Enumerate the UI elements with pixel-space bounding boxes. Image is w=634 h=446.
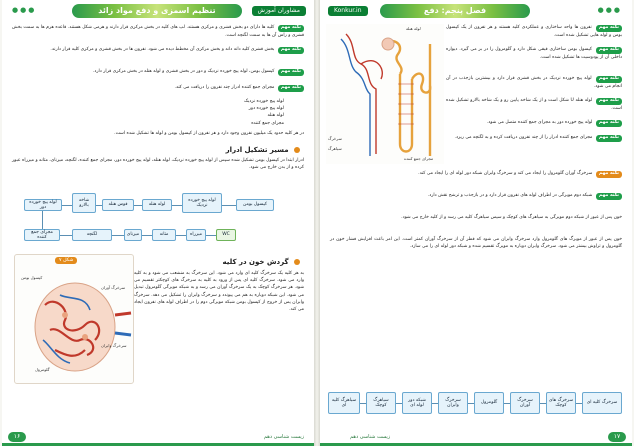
figure-title: شکل ۷ bbox=[55, 257, 77, 264]
flow-arrow bbox=[206, 235, 216, 236]
note-tag: نکته مهم bbox=[596, 193, 622, 200]
paragraph-7: نکته مهم سرخرگ آوران گلومرول را ایجاد می کند و سرخرگ وابران شبکه دور لوله ای را ایجاد می کند. bbox=[330, 170, 622, 178]
flow-arrow bbox=[396, 403, 402, 404]
flow-arrow bbox=[176, 235, 186, 236]
bullet-icon bbox=[294, 147, 300, 153]
nephron-list bbox=[164, 98, 284, 127]
note-tag: نکته مهم bbox=[596, 98, 622, 105]
list-item: مجرای جمع کننده bbox=[251, 120, 284, 126]
paragraph-8: نکته مهم شبکه دوم مویرگی در اطراف لوله های نفرون قرار دارد و در بازجذب و ترشح نقش دارد. bbox=[330, 192, 622, 200]
subsection-title: گردش خون در کلیه bbox=[223, 258, 301, 266]
note-tag: نکته مهم bbox=[596, 135, 622, 142]
flow-arrow bbox=[60, 235, 72, 236]
flow-box: سرخرگ های کوچک bbox=[546, 392, 576, 414]
section-paragraph: ادرار ابتدا در کپسول بومن تشکیل شده سپس از لوله پیچ خورده نزدیک، لوله هنله، لوله پیچ خورده دور، مجرای جمع کننده، لگنچه، میزنای، مثانه و میزراه عبور کرده و از بدن خارج می شود. bbox=[12, 158, 304, 171]
flow-box: گلومرول bbox=[474, 392, 504, 414]
chapter-banner: تنظیم اسمزی و دفع مواد زائد bbox=[72, 4, 242, 18]
paragraph-3: نکته مهم لوله پیچ خورده نزدیک در بخش قشری قرار دارد و بیشترین بازجذب در آن انجام می شود. bbox=[446, 76, 622, 89]
flow-box: سرخرگ آوران bbox=[510, 392, 540, 414]
nephron-figure bbox=[326, 24, 444, 164]
note-tag: نکته مهم bbox=[278, 69, 304, 76]
paragraph-5: نکته مهم لوله پیچ خورده دور به مجرای جمع کننده متصل می شود. bbox=[446, 119, 622, 127]
figure-label: کپسول بومن bbox=[21, 275, 43, 280]
figure-label: گلومرول bbox=[35, 367, 50, 372]
flow-box: لگنچه bbox=[72, 229, 112, 241]
figure-label: سیاهرگ bbox=[328, 146, 342, 151]
footer-label: زیست شناسی دهم bbox=[263, 434, 304, 440]
paragraph-5: در هر کلیه حدود یک میلیون نفرون وجود دارد و هر نفرون از کپسول بومن و لوله ها تشکیل شده است. bbox=[114, 131, 304, 136]
flow-arrow bbox=[134, 205, 142, 206]
dots-decoration: ●●● bbox=[597, 6, 622, 14]
flow-box: سیاهرگ کوچک bbox=[366, 392, 396, 414]
flow-box-wc: WC bbox=[216, 229, 236, 241]
flow-box: سرخرگ کلیه ای bbox=[582, 392, 622, 414]
note-tag: نکته مهم bbox=[596, 47, 622, 54]
flow-box: شاخه بالارو bbox=[72, 193, 96, 213]
paragraph-2: نکته مهم کپسول بومن ساختاری قیفی شکل دارد و گلومرول را در بر می گیرد. دیواره داخلی آن از پودوسیت ها تشکیل شده است. bbox=[446, 47, 622, 60]
note-tag: نکته مهم bbox=[596, 171, 622, 178]
note-tag: نکته مهم bbox=[596, 76, 622, 83]
flow-arrow bbox=[112, 235, 124, 236]
footer-label: زیست شناسی دهم bbox=[350, 434, 391, 440]
bullet-icon bbox=[294, 259, 300, 265]
figure-label: سرخرگ bbox=[328, 136, 342, 141]
paragraph-4: نکته مهم لوله هنله U شکل است و از یک شاخه پایین رو و یک شاخه بالارو تشکیل شده است. bbox=[446, 98, 622, 111]
brand-label: مشاوران آموزش bbox=[252, 6, 306, 16]
list-item: لوله پیچ خورده دور bbox=[248, 106, 284, 112]
flow-arrow bbox=[540, 403, 546, 404]
flow-box: مثانه bbox=[152, 229, 176, 241]
flow-arrow bbox=[222, 205, 236, 206]
flow-box: لوله پیچ خورده نزدیک bbox=[182, 193, 222, 213]
page-number: ۱۷ bbox=[608, 432, 626, 442]
note-tag: نکته مهم bbox=[278, 85, 304, 92]
flow-arrow bbox=[504, 403, 510, 404]
figure-label: مجرای جمع کننده bbox=[404, 156, 434, 161]
brand-label: Konkur.in bbox=[328, 6, 368, 16]
paragraph-1: نکته مهم نفرون ها واحد ساختاری و عملکردی کلیه هستند و هر نفرون از یک کپسول بومن و لوله هایی تشکیل شده است. bbox=[446, 25, 622, 38]
flow-arrow bbox=[42, 211, 43, 229]
note-tag: نکته مهم bbox=[278, 47, 304, 54]
note-tag: نکته مهم bbox=[596, 25, 622, 32]
flow-arrow bbox=[468, 403, 474, 404]
left-page bbox=[2, 0, 314, 446]
flow-box: مجرای جمع کننده bbox=[24, 229, 60, 241]
flow-arrow bbox=[62, 205, 72, 206]
chapter-banner: فصل پنجم: دفع bbox=[380, 4, 530, 18]
nephron-illustration bbox=[326, 24, 444, 164]
flow-arrow bbox=[432, 403, 438, 404]
glomerulus-figure bbox=[14, 254, 134, 384]
kidney-blood-paragraph: به هر کلیه یک سرخرگ کلیه ای وارد می شود. این سرخرگ به منشعب می شود و به کلیه وارد می شود. سرخرگ کلیه ای پس از ورود به کلیه به سرخرگ های کوچکتر تقسیم می شود. هر سرخرگ کوچک به یک سرخرگ آوران می رسد و به شبکه مویرگی گلومرول تبدیل می شود. این شبکه دوباره به هم می پیوندد و سرخرگ وابران را تشکیل می دهد. سرخرگ وابران پس از خروج از کپسول بومن شبکه مویرگی دوم را در اطراف لوله های نفرون ایجاد می کند. bbox=[134, 271, 304, 313]
paragraph-6: نکته مهم مجرای جمع کننده ادرار را از چند نفرون دریافت کرده و به لگنچه می ریزد. bbox=[446, 134, 622, 142]
note-tag: نکته مهم bbox=[596, 120, 622, 127]
note-tag: نکته مهم bbox=[278, 25, 304, 32]
flow-box: میزنای bbox=[124, 229, 142, 241]
section-title: مسیر تشکیل ادرار bbox=[226, 146, 300, 154]
flow-arrow bbox=[360, 403, 366, 404]
flow-arrow bbox=[172, 205, 182, 206]
paragraph-9: خون پس از عبور از شبکه دوم مویرگی به سیاهرگ های کوچک و سپس سیاهرگ کلیه می رسد و از کلیه خارج می شود. bbox=[401, 215, 622, 220]
flow-box: سرخرگ وابران bbox=[438, 392, 468, 414]
right-page bbox=[320, 0, 632, 446]
flow-box: کپسول بومن bbox=[236, 199, 274, 211]
list-item: لوله پیچ خورده نزدیک bbox=[244, 99, 284, 104]
paragraph-3: نکته مهم کپسول بومن، لوله پیچ خورده نزدیک و دور در بخش قشری و لوله هنله در بخش مرکزی قرار دارد. bbox=[12, 68, 304, 76]
list-item: لوله هنله bbox=[267, 113, 284, 119]
bottom-paragraph: خون پس از عبور از مویرگ های گلومرول وارد سرخرگ وابران می شود که قطر آن از سرخرگ آوران کمتر است. این امر باعث افزایش فشار خون در گلومرول و تراوش بیشتر می شود. سرخرگ وابران دوباره به مویرگ تقسیم شده و شبکه دور لوله ای را می سازد. bbox=[330, 237, 622, 250]
flow-box: سیاهرگ کلیه ای bbox=[328, 392, 360, 414]
flow-arrow bbox=[142, 235, 152, 236]
figure-label: لوله هنله bbox=[406, 26, 421, 31]
flow-box: لوله هنله bbox=[142, 199, 172, 211]
flow-arrow bbox=[96, 205, 102, 206]
paragraph-2: نکته مهم بخش قشری کلیه دانه دانه و بخش مرکزی آن مخطط دیده می شود. نفرون ها در بخش قشری و مرکزی کلیه قرار دارند. bbox=[12, 46, 304, 54]
flow-box: قوس هنله bbox=[102, 199, 134, 211]
flow-arrow bbox=[576, 403, 582, 404]
paragraph-4: نکته مهم مجرای جمع کننده ادرار چند نفرون را دریافت می کند. bbox=[12, 84, 304, 92]
paragraph-1: نکته مهم کلیه ها دارای دو بخش قشری و مرکزی هستند. لپ های کلیه در بخش مرکزی قرار دارند و هرمی شکل هستند. قاعده هرم ها به سمت بخش قشری و راس آن ها به سمت لگنچه است. bbox=[12, 25, 304, 38]
figure-label: سرخرگ وابران bbox=[101, 343, 127, 348]
flow-box: شبکه دور لوله ای bbox=[402, 392, 432, 414]
flow-box: میزراه bbox=[186, 229, 206, 241]
figure-label: سرخرگ آوران bbox=[101, 285, 126, 290]
dots-decoration: ●●● bbox=[12, 6, 37, 14]
page-number: ۱۶ bbox=[8, 432, 26, 442]
flow-box: لوله پیچ خورده دور bbox=[24, 199, 62, 211]
